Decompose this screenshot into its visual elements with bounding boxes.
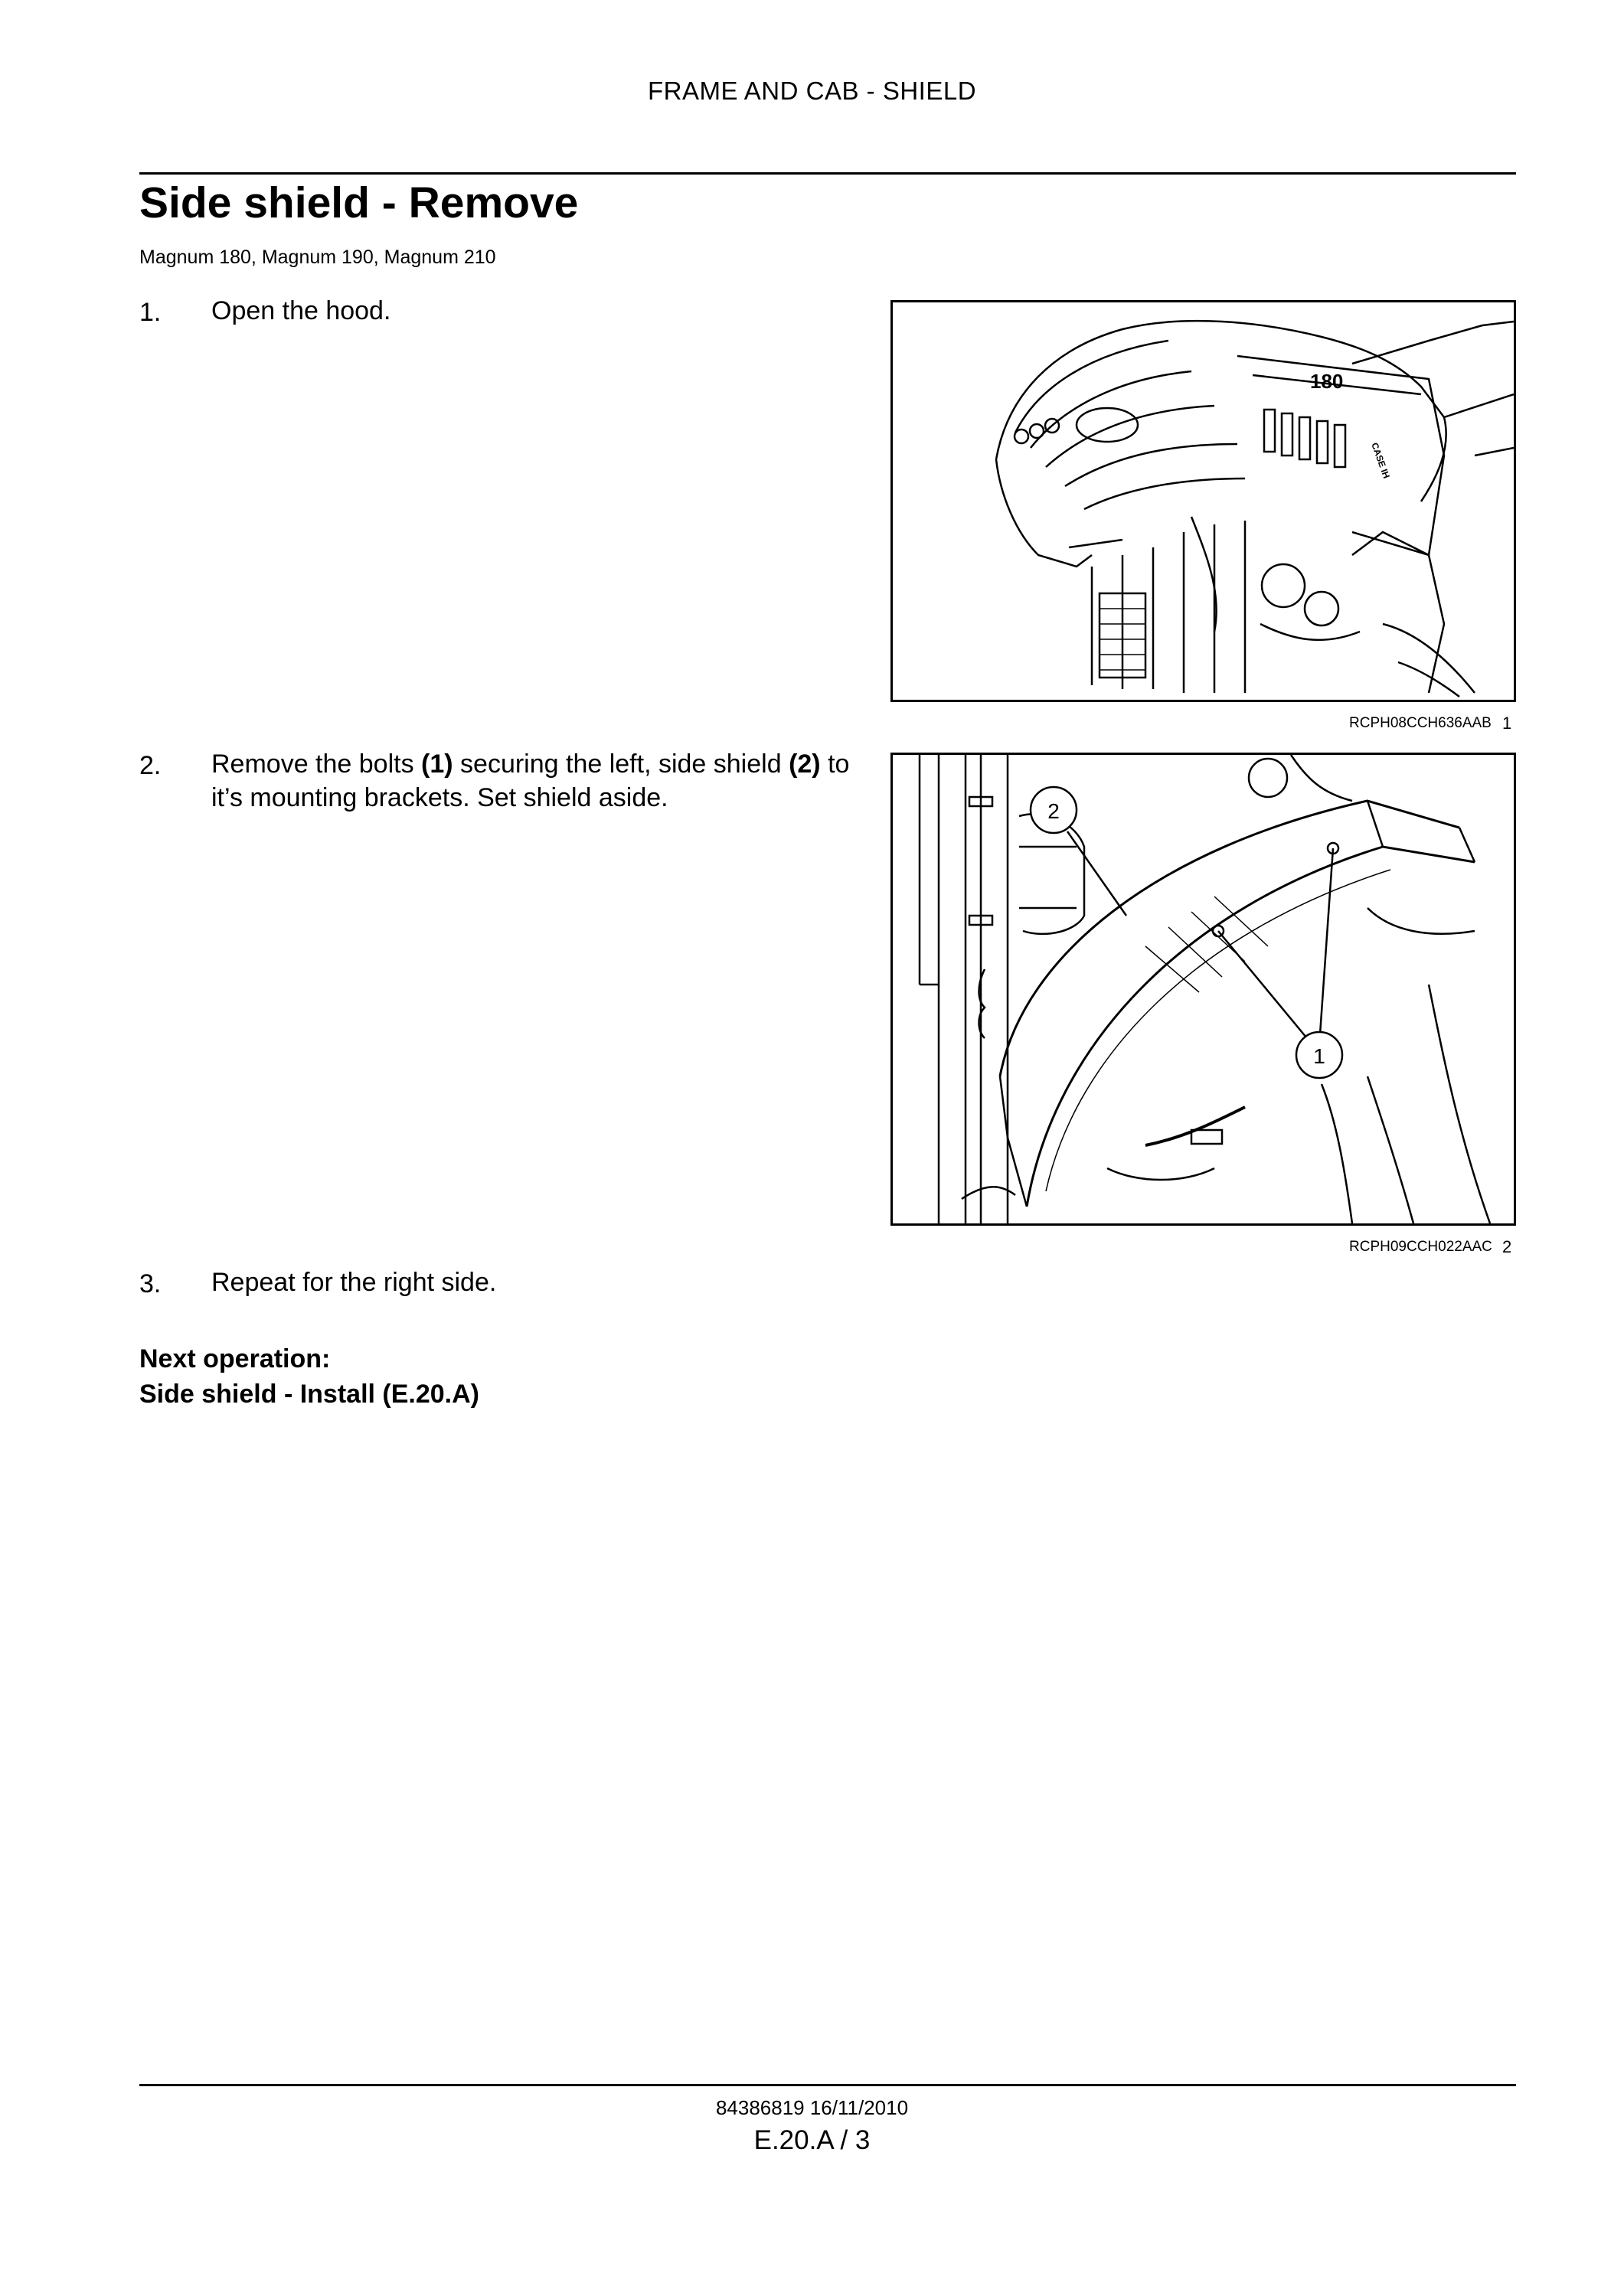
figure-1-model-badge: 180 <box>1310 370 1344 393</box>
footer-rule <box>139 2084 1516 2086</box>
step-2-ref-shield: (2) <box>789 750 821 779</box>
step-1-number: 1. <box>139 298 162 327</box>
callout-2-label: 2 <box>1047 799 1060 823</box>
header-rule <box>139 172 1516 175</box>
step-2-text-b: securing the left, side shield <box>453 750 789 779</box>
side-shield-illustration <box>893 755 1514 1223</box>
model-list: Magnum 180, Magnum 190, Magnum 210 <box>139 247 496 268</box>
callout-1-label: 1 <box>1313 1044 1325 1068</box>
figure-1-number: 1 <box>1502 714 1512 733</box>
figure-2-side-shield <box>890 753 1516 1226</box>
footer-doc-id: 84386819 16/11/2010 <box>715 2096 909 2119</box>
step-3-text: Repeat for the right side. <box>211 1268 497 1297</box>
figure-2-code: RCPH09CCH022AAC <box>1349 1239 1492 1255</box>
figure-1-code: RCPH08CCH636AAB <box>1349 715 1492 731</box>
figure-1-brand-decal: CASE IH <box>1369 441 1392 480</box>
next-operation-label: Next operation: <box>139 1344 331 1373</box>
tractor-hood-illustration <box>893 302 1514 700</box>
step-2-number: 2. <box>139 751 162 780</box>
running-header: FRAME AND CAB - SHIELD <box>647 77 977 105</box>
step-2-text <box>211 747 854 815</box>
step-2-text-c: to it’s mounting brackets. Set shield aside. <box>211 750 850 812</box>
callout-1 <box>1296 1032 1342 1078</box>
page-title: Side shield - Remove <box>139 178 579 227</box>
figure-1-hood-open <box>890 300 1516 702</box>
callout-2 <box>1031 787 1077 833</box>
next-operation-link[interactable]: Side shield - Install (E.20.A) <box>139 1380 479 1409</box>
step-3-number: 3. <box>139 1269 162 1298</box>
figure-2-number: 2 <box>1502 1237 1512 1256</box>
footer-page-number: E.20.A / 3 <box>753 2125 871 2155</box>
step-2-text-a: Remove the bolts <box>211 750 422 779</box>
step-2-ref-bolts: (1) <box>421 750 453 779</box>
step-1-text: Open the hood. <box>211 296 391 325</box>
